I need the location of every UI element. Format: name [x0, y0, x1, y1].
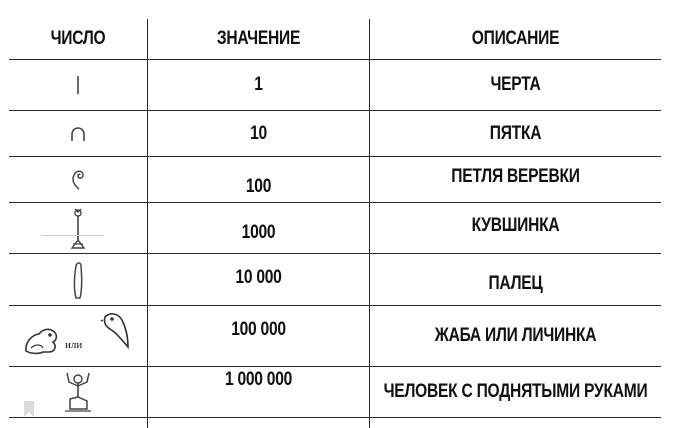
header-description: ОПИСАНИЕ	[471, 28, 560, 49]
value-cell: 100	[245, 176, 272, 197]
hieroglyph-numbers-table	[9, 19, 661, 428]
row-divider	[9, 417, 661, 418]
header-number: ЧИСЛО	[50, 28, 106, 49]
rope-coil-hieroglyph-icon	[9, 157, 147, 202]
value-cell: 1	[254, 74, 263, 95]
description-cell: ПЯТКА	[489, 122, 542, 144]
bookmark-icon[interactable]	[22, 400, 36, 418]
frog-tadpole-hieroglyph-icon	[9, 306, 147, 366]
value-cell: 1000	[241, 222, 276, 243]
description-cell: ПАЛЕЦ	[488, 273, 543, 294]
frog-icon	[23, 321, 63, 355]
value-cell: 1 000 000	[224, 369, 293, 390]
faint-separator	[42, 235, 104, 236]
heel-hieroglyph-icon	[9, 111, 147, 156]
description-cell: ПЕТЛЯ ВЕРЕВКИ	[451, 166, 580, 187]
column-divider	[147, 19, 148, 428]
finger-hieroglyph-icon	[9, 254, 147, 305]
value-cell: 100 000	[231, 319, 286, 340]
description-cell: ЖАБА ИЛИ ЛИЧИНКА	[434, 325, 597, 346]
column-divider	[369, 19, 370, 428]
description-cell: ЧЕРТА	[490, 74, 541, 95]
value-cell: 10	[250, 122, 267, 144]
header-value: ЗНАЧЕНИЕ	[216, 28, 301, 49]
lotus-hieroglyph-icon	[9, 203, 147, 253]
value-cell: 10 000	[235, 267, 282, 288]
description-cell: ЧЕЛОВЕК С ПОДНЯТЫМИ РУКАМИ	[383, 381, 648, 402]
tadpole-icon	[101, 311, 131, 351]
description-cell: КУВШИНКА	[471, 215, 560, 236]
stroke-hieroglyph-icon	[9, 60, 147, 110]
glyph-connector: или	[65, 339, 83, 351]
